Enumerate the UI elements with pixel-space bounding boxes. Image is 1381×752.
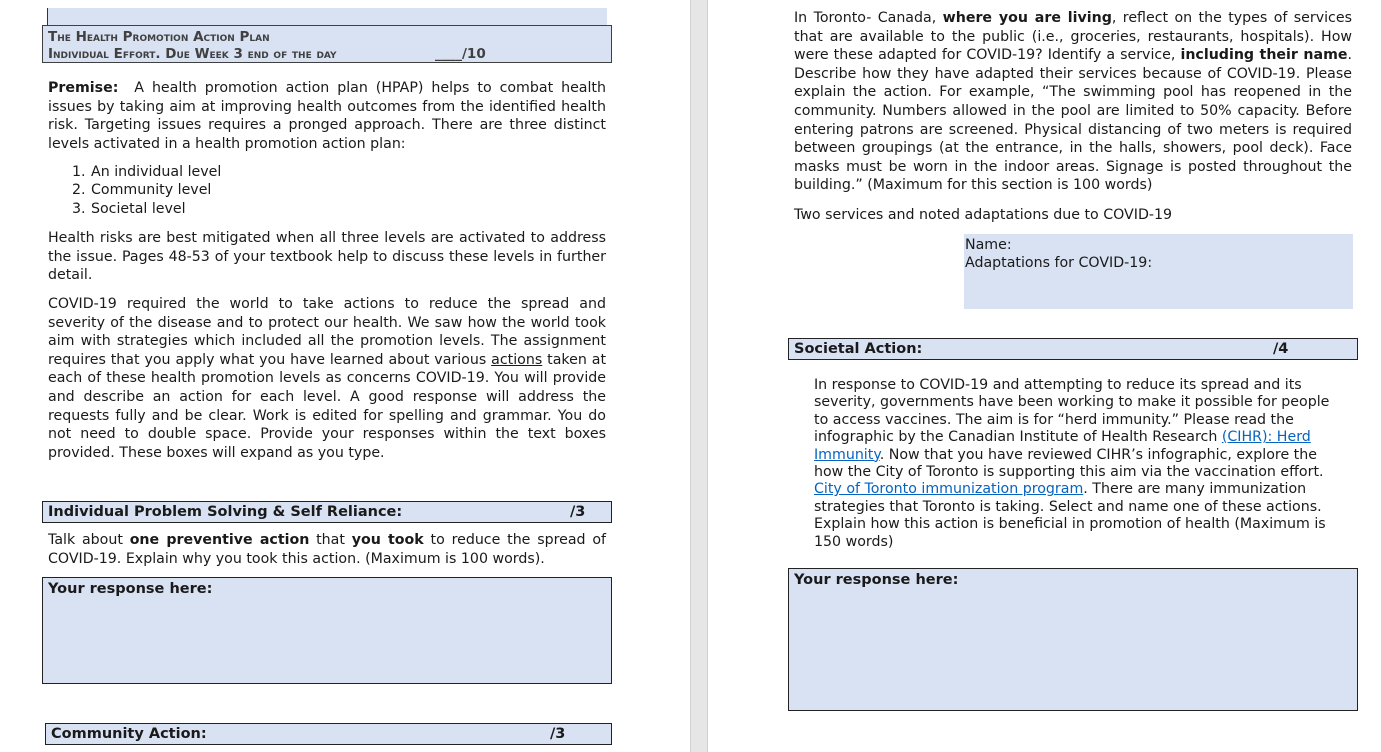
individual-response-label: Your response here: xyxy=(48,581,213,597)
societal-text: . Now that you have reviewed CIHR’s infographic, explore the how the City of Toronto is supporting this aim via the vaccination effort. xyxy=(814,446,1324,481)
community-prompt-text: , reflect on the types of services that are available to the public (i.e., groceries, restaurants, hospitals). How were these adapted for COVID-19? Identify a service, xyxy=(794,10,1352,64)
societal-paragraph xyxy=(814,377,1346,551)
societal-title: Societal Action: xyxy=(794,341,923,357)
individual-prompt-text: that xyxy=(309,532,352,548)
societal-response-label: Your response here: xyxy=(794,572,959,588)
community-title: Community Action: xyxy=(51,726,207,742)
individual-prompt-bold: you took xyxy=(351,532,424,548)
page-gutter xyxy=(690,0,708,752)
community-prompt-bold: including their name xyxy=(1180,47,1348,64)
societal-score: /4 xyxy=(1273,341,1289,357)
list-item: 1. An individual level xyxy=(90,163,221,181)
community-prompt-text: . Describe how they have adapted their services because of COVID-19. Please explain the action. For example, “The swimming pool has reopened in the community. Numbers allowed in the pool are limited to 50% capacity. Before entering patrons are screened. Physical distancing of two meters is required between groupings (at the entrance, in the halls, showers, pool deck). Face masks must be worn in the indoor areas. Signage is posted throughout the building.” (Maximum for this section is 100 words) xyxy=(794,47,1352,194)
adaptations-label: Adaptations for COVID-19: xyxy=(965,255,1153,271)
title-line1: The Health Promotion Action Plan xyxy=(48,29,270,45)
right-page xyxy=(708,0,1381,752)
title-line2: Individual Effort. Due Week 3 end of the day xyxy=(48,46,337,62)
community-prompt-bold: where you are living xyxy=(942,10,1112,26)
societal-section-bar xyxy=(788,338,1358,360)
cihr-herd-immunity-link[interactable]: (CIHR): Herd Immunity xyxy=(814,429,1311,463)
individual-response-box[interactable] xyxy=(42,577,612,684)
individual-prompt-bold: one preventive action xyxy=(129,532,310,548)
premise-text: A health promotion action plan (HPAP) helps to combat health issues by taking aim at improving health outcomes from the identified health risk. Targeting issues requires a pronged approach. There are three distinct levels activated in a health promotion action plan: xyxy=(48,80,606,152)
societal-text: In response to COVID-19 and attempting to reduce its spread and its severity, governments have been working to make it possible for people to access vaccines. The aim is for “herd immunity.” Please read the infographic by the Canadian Institute of Health Research xyxy=(814,377,1330,446)
toronto-immunization-link[interactable]: City of Toronto immunization program xyxy=(814,481,1084,498)
individual-prompt xyxy=(48,531,606,568)
covid-text-1: COVID-19 required the world to take actions to reduce the spread and severity of the disease and to protect our health. We saw how the world took aim with strategies which included all the promotion levels. The assignment requires that you apply what you have learned about various xyxy=(48,296,606,368)
individual-section-bar xyxy=(42,501,612,523)
actions-underlined: actions xyxy=(491,351,543,368)
covid-text-2: taken at each of these health promotion levels as concerns COVID-19. You will provide and describe an action for each level. A good response will address the requests fully and be clear. Work is edited for spelling and grammar. You do not need to double space. Provide your responses within the text boxes provided. These boxes will expand as you type. xyxy=(48,351,607,461)
individual-title: Individual Problem Solving & Self Reliance: xyxy=(48,504,403,520)
name-adaptations-box[interactable] xyxy=(964,234,1353,309)
header-strip xyxy=(48,8,607,25)
services-note: Two services and noted adaptations due to COVID-19 xyxy=(794,207,1173,223)
individual-prompt-text: Talk about xyxy=(48,532,130,548)
community-section-bar xyxy=(45,723,612,745)
name-label: Name: xyxy=(965,237,1012,253)
premise-label: Premise: xyxy=(48,80,119,96)
individual-score: /3 xyxy=(570,504,586,520)
covid-paragraph xyxy=(48,295,606,462)
total-mark: ____/10 xyxy=(435,46,486,62)
societal-response-box[interactable] xyxy=(788,568,1358,711)
list-item: 3. Societal level xyxy=(90,200,221,218)
individual-prompt-text: to reduce the spread of COVID-19. Explain why you took this action. (Maximum is 100 words). xyxy=(48,532,607,567)
title-box xyxy=(42,25,612,63)
community-score: /3 xyxy=(550,726,566,742)
health-risks-paragraph: Health risks are best mitigated when all three levels are activated to address the issue. Pages 48-53 of your textbook help to discuss these levels in further detail. xyxy=(48,230,606,284)
premise-paragraph xyxy=(48,79,606,153)
text-cursor xyxy=(47,8,48,25)
left-page xyxy=(0,0,690,752)
societal-text: . There are many immunization strategies that Toronto is taking. Select and name one of these actions. Explain how this action is beneficial in promotion of health (Maximum is 150 words) xyxy=(814,481,1326,550)
community-prompt xyxy=(794,9,1352,195)
levels-list xyxy=(70,163,221,218)
list-item: 2. Community level xyxy=(90,181,221,199)
community-prompt-text: In Toronto- Canada, xyxy=(794,10,943,26)
